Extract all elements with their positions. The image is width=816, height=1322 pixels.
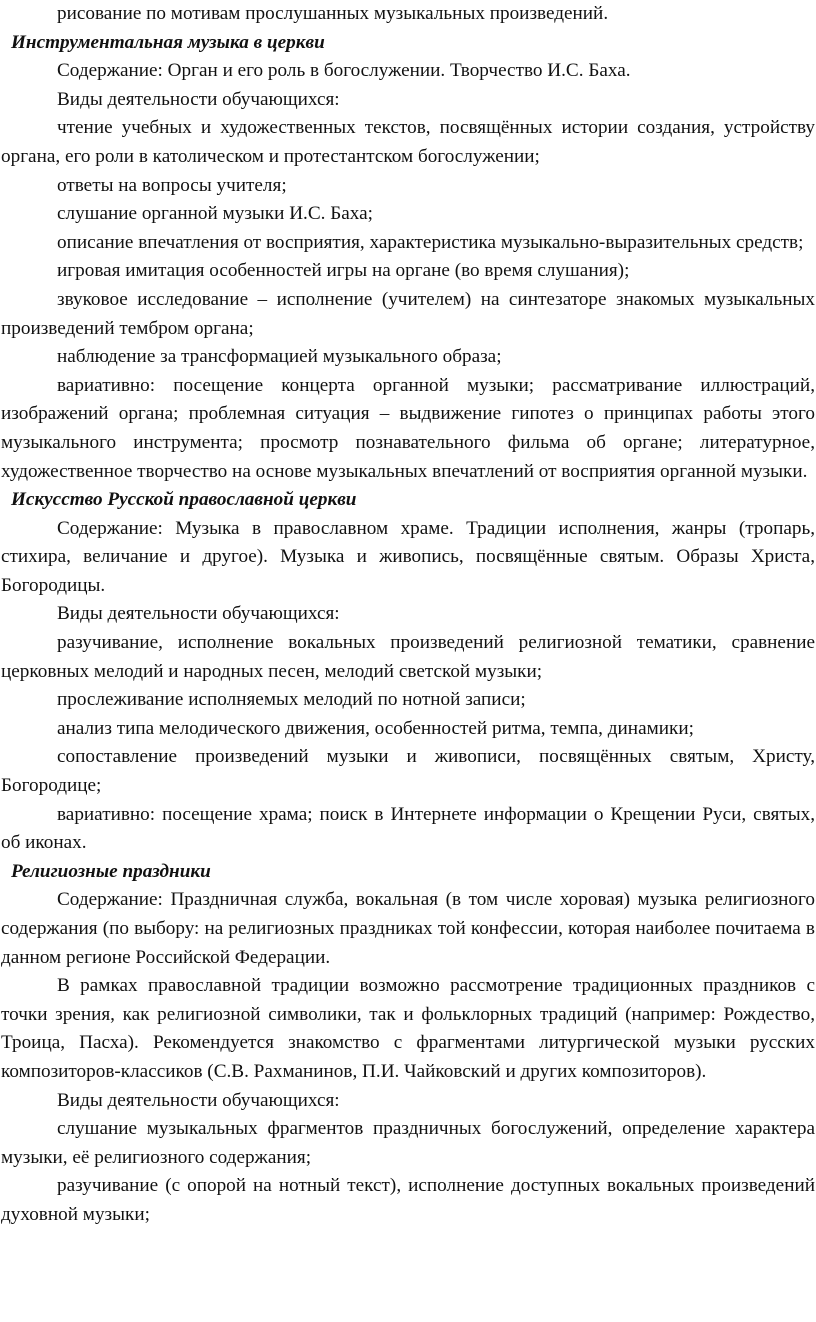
section-paragraph: игровая имитация особенностей игры на органе (во время слушания); bbox=[57, 260, 630, 282]
section-paragraph: описание впечатления от восприятия, характеристика музыкально-выразительных средств; bbox=[57, 231, 804, 253]
section-paragraph: Содержание: Праздничная служба, вокальная (в том числе хоровая) музыка религиозного содержания (по выбору: на религиозных праздниках той конфессии, которая наиболее почитаема в данном регионе Российской Федерации. bbox=[1, 889, 815, 968]
section-paragraph: вариативно: посещение храма; поиск в Интернете информации о Крещении Руси, святых, об иконах. bbox=[1, 803, 815, 854]
section-paragraph: прослеживание исполняемых мелодий по нотной записи; bbox=[57, 689, 526, 711]
section-paragraph: Содержание: Орган и его роль в богослужении. Творчество И.С. Баха. bbox=[57, 60, 631, 82]
section-paragraph: Виды деятельности обучающихся: bbox=[57, 88, 340, 110]
section-orthodox-church-art bbox=[1, 486, 815, 858]
section-paragraph: Виды деятельности обучающихся: bbox=[57, 1089, 340, 1111]
section-paragraph: В рамках православной традиции возможно рассмотрение традиционных праздников с точки зрения, как религиозной символики, так и фольклорных традиций (например: Рождество, Троица, Пасха). Рекомендуется знакомство с фрагментами литургической музыки русских композиторов-классиков (С.В. Рахманинов, П.И. Чайковский и других композиторов). bbox=[1, 975, 815, 1082]
section-paragraph: вариативно: посещение концерта органной музыки; рассматривание иллюстраций, изображений органа; проблемная ситуация – выдвижение гипотез о принципах работы этого музыкального инструмента; просмотр познавательного фильма об органе; литературное, художественное творчество на основе музыкальных впечатлений от восприятия органной музыки. bbox=[1, 374, 815, 482]
section-paragraph: ответы на вопросы учителя; bbox=[57, 174, 287, 196]
section-paragraph: слушание музыкальных фрагментов праздничных богослужений, определение характера музыки, её религиозного содержания; bbox=[1, 1118, 815, 1168]
section-paragraph: чтение учебных и художественных текстов, посвящённых истории создания, устройству органа, его роли в католическом и протестантском богослужении; bbox=[1, 117, 815, 167]
section-paragraph: сопоставление произведений музыки и живописи, посвящённых святым, Христу, Богородице; bbox=[1, 746, 815, 797]
intro-line: рисование по мотивам прослушанных музыкальных произведений. bbox=[57, 3, 609, 24]
section-paragraph: разучивание (с опорой на нотный текст), исполнение доступных вокальных произведений духовной музыки; bbox=[1, 1175, 815, 1225]
section-heading: Искусство Русской православной церкви bbox=[11, 489, 357, 511]
section-paragraph: Виды деятельности обучающихся: bbox=[57, 603, 340, 625]
section-religious-holidays bbox=[1, 858, 815, 1230]
section-paragraph: разучивание, исполнение вокальных произведений религиозной тематики, сравнение церковных мелодий и народных песен, мелодий светской музыки; bbox=[1, 632, 815, 682]
section-instrumental-music bbox=[1, 29, 815, 487]
section-paragraph: звуковое исследование – исполнение (учителем) на синтезаторе знакомых музыкальных произведений тембром органа; bbox=[1, 288, 815, 339]
section-heading: Религиозные праздники bbox=[11, 860, 211, 882]
section-paragraph: Содержание: Музыка в православном храме. Традиции исполнения, жанры (тропарь, стихира, величание и другое). Музыка и живопись, посвящённые святым. Образы Христа, Богородицы. bbox=[1, 517, 815, 596]
section-paragraph: анализ типа мелодического движения, особенностей ритма, темпа, динамики; bbox=[57, 717, 694, 739]
section-paragraph: наблюдение за трансформацией музыкального образа; bbox=[57, 346, 502, 368]
section-paragraph: слушание органной музыки И.С. Баха; bbox=[57, 203, 373, 225]
section-heading: Инструментальная музыка в церкви bbox=[11, 31, 325, 53]
